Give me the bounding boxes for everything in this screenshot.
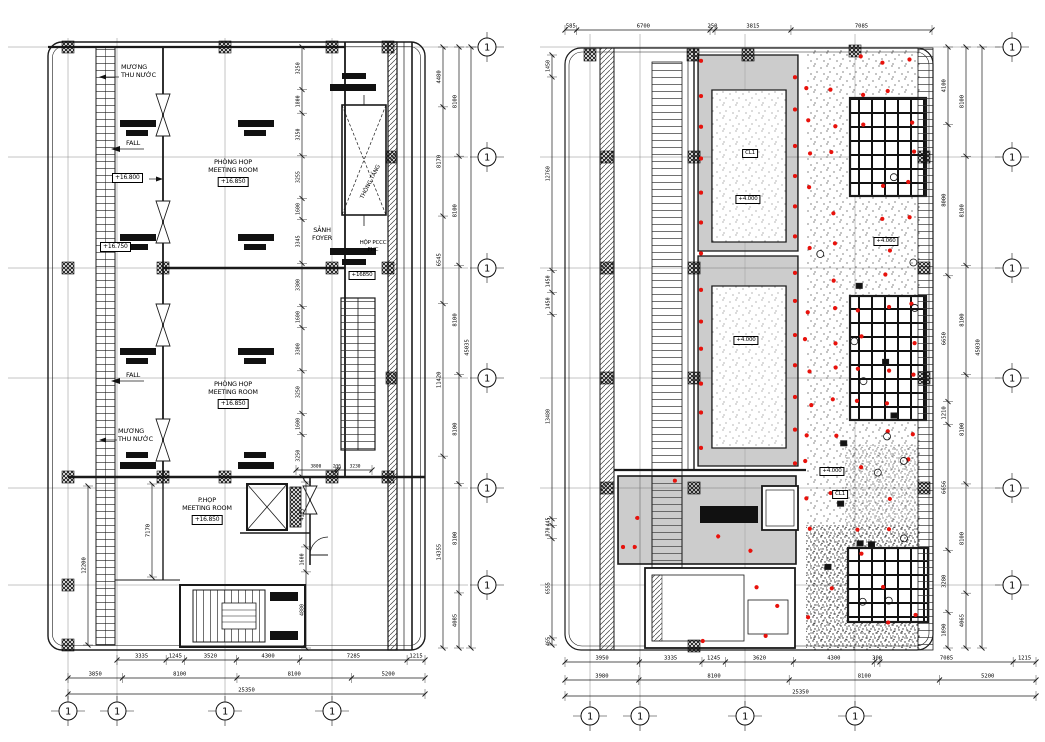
right-corridor-lines <box>688 48 694 470</box>
grid-bubble-label: 1 <box>483 152 491 164</box>
light-dot <box>699 94 703 98</box>
dim-text: 3250 <box>295 386 302 399</box>
grid-bubble-label: 1 <box>483 373 491 385</box>
dim-text: 300 <box>872 655 883 662</box>
dim-text: 1450 <box>545 59 552 73</box>
dim-text: 1800 <box>295 95 302 108</box>
light-dot <box>833 241 837 245</box>
dim-text: 1245 <box>707 655 721 662</box>
light-dot <box>699 288 703 292</box>
grid-bubble-label: 1 <box>636 711 644 723</box>
ceiling-fixture <box>869 542 875 547</box>
light-dot <box>885 401 889 405</box>
light-dot <box>834 434 838 438</box>
level-tag-16750: +16.750 <box>100 242 131 252</box>
light-dot <box>911 372 915 376</box>
light-dot <box>699 319 703 323</box>
dim-text: 14355 <box>436 543 443 561</box>
dim-text: 12200 <box>81 557 88 574</box>
light-dot <box>856 367 860 371</box>
dim-text: 8000 <box>941 193 948 207</box>
light-dot <box>699 347 703 351</box>
foyer-label-line2: FOYER <box>311 234 333 242</box>
grid-bubble-label: 1 <box>221 706 229 718</box>
light-dot <box>699 125 703 129</box>
drain-label-top-line2: THU NƯỚC <box>121 71 156 79</box>
dim-text: 3620 <box>752 655 767 662</box>
light-dot <box>793 395 797 399</box>
dim-text: 8100 <box>857 673 871 680</box>
light-dot <box>856 308 860 312</box>
dim-text: 4300 <box>261 653 275 660</box>
dim-text: 6555 <box>545 582 552 595</box>
light-dot <box>886 89 890 93</box>
light-dot <box>907 57 911 61</box>
light-dot <box>861 123 865 127</box>
dim-text: 445 <box>545 517 552 527</box>
dim-text: 250 <box>707 23 718 30</box>
dim-text: 8100 <box>959 94 966 109</box>
dim-text: 8100 <box>452 531 459 545</box>
grid-bubble-label: 1 <box>328 706 336 718</box>
dim-text: 5200 <box>381 671 395 678</box>
level-tag-16850-foyer: +16850 <box>349 271 376 280</box>
dim-text: 465 <box>545 636 552 646</box>
dim-text: 25350 <box>238 687 255 694</box>
dims-right-top <box>563 24 935 36</box>
dim-text: 8100 <box>452 204 459 218</box>
light-dot <box>809 403 813 407</box>
light-dot <box>806 615 810 619</box>
light-dot <box>635 516 639 520</box>
dims-left-right-inner <box>437 45 449 651</box>
ceiling-tag-4000-3: +4.000 <box>819 467 844 476</box>
dim-text: 4480 <box>436 70 443 84</box>
dim-text: 7085 <box>854 23 869 30</box>
light-dot <box>793 204 797 208</box>
light-dot <box>912 150 916 154</box>
dim-text: 7285 <box>346 653 361 660</box>
dim-text: 235 <box>332 464 342 470</box>
dim-text: 3335 <box>134 653 149 660</box>
light-dot <box>754 585 758 589</box>
dim-text: 12760 <box>545 166 552 182</box>
light-dot <box>699 251 703 255</box>
light-dot <box>699 382 703 386</box>
light-dot <box>886 620 890 624</box>
dim-text: 8100 <box>959 531 966 546</box>
left-foyer-stair-treads <box>341 298 375 450</box>
meeting-room-1-line1: PHÒNG HỌP <box>213 158 253 166</box>
dim-text: 3815 <box>746 23 760 30</box>
dim-text: 1215 <box>409 653 423 660</box>
dim-text: 1600 <box>295 202 302 215</box>
dim-text: 3520 <box>203 653 218 660</box>
columns <box>62 41 930 652</box>
light-dot <box>831 397 835 401</box>
pccc-label-line2: FHC <box>367 247 379 253</box>
dim-text: 3300 <box>295 278 302 291</box>
dim-text: 1210 <box>941 406 948 420</box>
light-dot <box>804 496 808 500</box>
dim-text: 8100 <box>959 204 966 218</box>
dims-right-bottom-row2 <box>563 674 1039 686</box>
light-dot <box>833 124 837 128</box>
right-band-wall <box>918 48 933 650</box>
level-tag-meeting-2: +16.850 <box>218 399 249 409</box>
light-dot <box>793 234 797 238</box>
grid-bubble-label: 1 <box>1008 42 1016 54</box>
ceiling-fixture <box>891 413 897 418</box>
dim-text: 4085 <box>452 613 459 628</box>
dim-text: 13480 <box>545 408 552 425</box>
light-dot <box>793 144 797 148</box>
ceiling-fixture <box>856 283 862 288</box>
dim-text: 3230 <box>349 464 361 470</box>
grid-bubble-label: 1 <box>113 706 121 718</box>
dims-left-right-outer <box>453 45 465 651</box>
light-dot <box>834 365 838 369</box>
light-dot <box>832 279 836 283</box>
light-dot <box>887 305 891 309</box>
light-dot <box>716 534 720 538</box>
dim-text: 1450 <box>545 275 552 288</box>
light-dot <box>633 545 637 549</box>
dim-text: 8170 <box>436 154 443 169</box>
foyer-label-line1: SẢNH <box>313 226 331 234</box>
dim-text: 25350 <box>792 689 809 696</box>
light-dot <box>806 310 810 314</box>
light-dot <box>673 479 677 483</box>
dim-text: 7085 <box>939 655 954 662</box>
light-dot <box>888 248 892 252</box>
dim-text: 1245 <box>168 653 182 660</box>
dim-text: 1890 <box>941 623 948 637</box>
light-dot <box>828 88 832 92</box>
left-drainage-channel <box>96 47 115 645</box>
ceiling-fixture <box>825 564 831 569</box>
dim-text: 1215 <box>1017 655 1032 662</box>
dim-text: 1450 <box>545 297 552 310</box>
light-dot <box>880 61 884 65</box>
light-dot <box>887 368 891 372</box>
dims-left-bottom-row2 <box>66 672 428 684</box>
dim-text: 6650 <box>941 332 948 346</box>
light-dot <box>908 215 912 219</box>
fall-label-2: FALL <box>126 371 141 379</box>
dim-text: 4065 <box>959 613 966 628</box>
grid-bubble-label: 1 <box>1008 373 1016 385</box>
dims-left-7170 <box>146 482 158 580</box>
right-slat-panel-2 <box>698 256 798 466</box>
small-meeting-line2: MEETING ROOM <box>182 504 232 512</box>
dims-right-bottom-total <box>563 690 1039 702</box>
dim-text: 6545 <box>436 253 443 267</box>
fall-label-1: FALL <box>126 139 141 147</box>
dims-right-right-total <box>976 45 988 651</box>
meeting-room-2-line1: PHÒNG HỌP <box>213 380 253 388</box>
light-dot <box>805 433 809 437</box>
dim-text: 3300 <box>295 343 302 356</box>
dim-text: 3335 <box>663 655 678 662</box>
light-dot <box>880 217 884 221</box>
grid-bubble-label: 1 <box>483 483 491 495</box>
right-lower-rooms <box>614 470 806 648</box>
dim-text: 8100 <box>452 422 459 436</box>
dim-text: 3850 <box>88 671 102 678</box>
dims-right-bottom-row1 <box>563 656 1039 668</box>
light-dot <box>912 341 916 345</box>
dim-text: 3250 <box>295 62 302 75</box>
grid-bubble-label: 1 <box>1008 483 1016 495</box>
dims-left-mid-strip <box>296 45 308 480</box>
light-dot <box>793 299 797 303</box>
dims-left-right-total <box>465 45 477 651</box>
light-dot <box>883 272 887 276</box>
dim-text: 4100 <box>941 79 948 93</box>
light-dot <box>699 220 703 224</box>
left-void-opening <box>342 95 386 226</box>
dim-text: 8100 <box>173 671 187 678</box>
light-dot <box>861 93 865 97</box>
light-dot <box>910 121 914 125</box>
pccc-label-line1: HỘP PCCC <box>359 240 387 246</box>
ceiling-tag-4060: +4.060 <box>873 237 898 246</box>
dim-text: 8100 <box>707 673 721 680</box>
dims-right-left-side <box>546 53 558 648</box>
dim-text: 45035 <box>464 339 471 356</box>
light-dot <box>855 528 859 532</box>
light-dot <box>830 586 834 590</box>
light-dot <box>881 585 885 589</box>
light-dot <box>793 107 797 111</box>
light-dot <box>859 465 863 469</box>
dim-text: 8100 <box>959 313 966 327</box>
dim-text: 1600 <box>299 553 306 566</box>
ceiling-tag-4000-1: +4.000 <box>735 195 760 204</box>
meeting-room-1-line2: MEETING ROOM <box>208 166 258 174</box>
light-dot <box>793 363 797 367</box>
dim-text: 3280 <box>941 574 948 588</box>
dims-left-bottom-total <box>66 688 428 700</box>
light-dot <box>621 545 625 549</box>
dim-text: 45030 <box>975 339 982 356</box>
light-dot <box>888 497 892 501</box>
dim-text: 8100 <box>452 313 459 327</box>
dim-text: 3980 <box>595 673 609 680</box>
ceiling-fixture <box>883 359 889 364</box>
light-dot <box>764 634 768 638</box>
left-elevator <box>247 484 301 530</box>
dim-text: 8100 <box>452 94 459 109</box>
right-facade-wall <box>600 48 614 650</box>
grid-bubble-label: 1 <box>64 706 72 718</box>
light-dot <box>911 432 915 436</box>
light-dot <box>793 271 797 275</box>
light-dot <box>748 549 752 553</box>
dim-text: 8100 <box>287 671 301 678</box>
dim-text: 3345 <box>295 235 302 248</box>
level-tag-small-meeting: +16.850 <box>192 515 223 525</box>
drain-label-bottom-line1: MƯƠNG <box>118 427 145 435</box>
drain-label-top-line1: MƯƠNG <box>121 63 148 71</box>
light-dot <box>793 428 797 432</box>
light-dot <box>906 180 910 184</box>
light-dot <box>833 306 837 310</box>
ceiling-tag-4000-2: +4.000 <box>733 336 758 345</box>
light-dot <box>775 604 779 608</box>
dims-left-bottom-row1 <box>115 654 428 666</box>
grid-bubble-label: 1 <box>1008 580 1016 592</box>
grid-bubble-label: 1 <box>483 263 491 275</box>
light-dot <box>859 54 863 58</box>
dim-text: 3800 <box>310 464 322 470</box>
light-dot <box>859 552 863 556</box>
light-dot <box>881 184 885 188</box>
light-dot <box>803 337 807 341</box>
light-dot <box>833 341 837 345</box>
level-tag-meeting-1: +16.850 <box>218 177 249 187</box>
grid-bubble-label: 1 <box>483 580 491 592</box>
dim-text: 1600 <box>295 311 302 324</box>
ceiling-fixture <box>857 541 863 546</box>
light-dot <box>808 527 812 531</box>
level-tag-16800: +16.800 <box>112 173 143 183</box>
light-dot <box>855 399 859 403</box>
void-label: THÔNG TẦNG <box>359 163 382 201</box>
dim-text: 585 <box>565 23 576 30</box>
dim-text: 870 <box>545 527 552 537</box>
ceiling-fixture <box>841 441 847 446</box>
grid-bubble-label: 1 <box>483 42 491 54</box>
dim-text: 4880 <box>299 603 306 616</box>
drain-label-bottom-line2: THU NƯỚC <box>118 435 153 443</box>
dim-text: 3950 <box>595 655 609 662</box>
dim-text: 1600 <box>295 417 302 430</box>
dim-text: 3255 <box>295 171 302 184</box>
light-dot <box>793 461 797 465</box>
light-dot <box>808 151 812 155</box>
light-dot <box>887 527 891 531</box>
dims-right-right-inner <box>942 45 954 651</box>
dim-text: 3250 <box>295 449 302 462</box>
grid-bubble-label: 1 <box>1008 152 1016 164</box>
light-dot <box>699 191 703 195</box>
grid-bubble-label: 1 <box>741 711 749 723</box>
ceiling-fixture <box>838 501 844 506</box>
dim-text: 4300 <box>827 655 841 662</box>
light-dot <box>699 410 703 414</box>
light-dot <box>806 118 810 122</box>
dim-text: 6656 <box>941 480 948 494</box>
dim-text: 5200 <box>981 673 995 680</box>
small-meeting-line1: P.HỌP <box>198 496 216 504</box>
left-plan <box>8 38 468 700</box>
light-dot <box>913 613 917 617</box>
left-stairs <box>180 585 305 647</box>
light-dot <box>807 185 811 189</box>
light-dot <box>699 446 703 450</box>
grid-bubble-label: 1 <box>586 711 594 723</box>
dim-text: 4165 <box>299 508 306 521</box>
light-dot <box>699 59 703 63</box>
light-dot <box>793 333 797 337</box>
light-dot <box>701 639 705 643</box>
light-dot <box>699 156 703 160</box>
dim-text: 11420 <box>436 371 443 389</box>
light-dot <box>831 211 835 215</box>
grid-bubble-label: 1 <box>851 711 859 723</box>
light-dot <box>793 75 797 79</box>
light-dot <box>808 246 812 250</box>
light-dot <box>793 174 797 178</box>
dim-text: 7170 <box>145 523 152 538</box>
dim-text: 8100 <box>959 422 966 436</box>
grid-bubble-label: 1 <box>1008 263 1016 275</box>
light-dot <box>829 150 833 154</box>
ceiling-tag-cl1-2: CL1 <box>832 490 848 499</box>
light-dot <box>804 86 808 90</box>
light-dot <box>807 369 811 373</box>
light-dot <box>859 334 863 338</box>
light-dot <box>803 459 807 463</box>
ceiling-tag-cl1-1: CL1 <box>742 149 758 158</box>
dim-text: 6700 <box>636 23 650 30</box>
dims-left-12200 <box>82 484 94 648</box>
meeting-room-2-line2: MEETING ROOM <box>208 388 258 396</box>
dims-right-right-outer <box>960 45 972 651</box>
dim-text: 3250 <box>295 128 302 141</box>
